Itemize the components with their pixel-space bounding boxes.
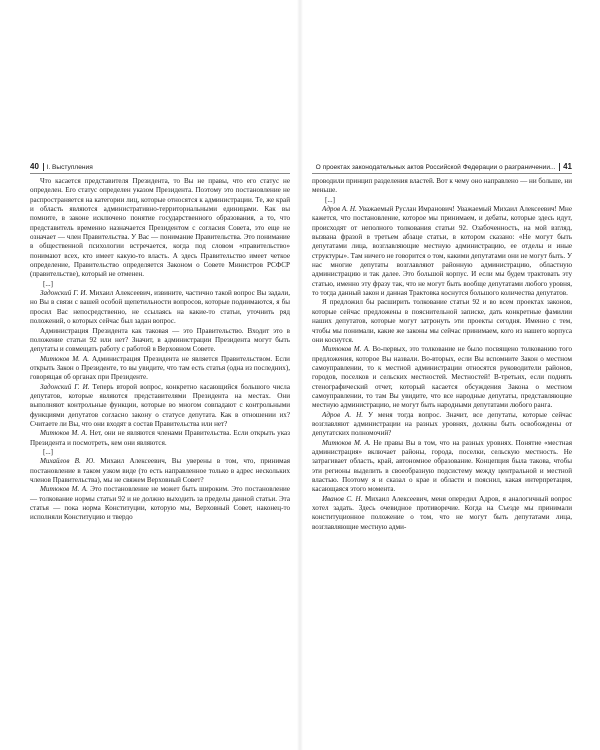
header-divider: [43, 163, 44, 171]
header-divider: [559, 163, 560, 171]
right-page: [300, 0, 600, 750]
paragraph-text: [...]: [43, 447, 54, 456]
right-running-title: О проектах законодательных актов Российской Федерации о разграничении...: [315, 164, 556, 171]
paragraph-text: Михаил Алексеевич, извините, частично такой вопрос Вы задали, но Вы в связи с вашей особой щепетильности вопросов, которые поднимаются, я бы просил Вас непосредственно, не ссылаясь на какие-то статьи, уточнить ряд положений, о которых сейчас был задан вопрос.: [30, 289, 290, 326]
paragraph-text: Я предложил бы расширить толкование статьи 92 и во всем проектах законов, которые сейчас предложены в пояснительной записке, дать конкретные фамилии наших депутатов, которые могут затронуть эти проекты сегодня. Именно с тем, чтобы мы понимали, какие же законы мы сейчас принимаем, кого из нашего корпуса они коснутся.: [312, 298, 572, 344]
paragraph-text: У меня тогда вопрос. Значит, все депутаты, которые сейчас возглавляют администрации на разных уровнях, должны быть освобождены от депутатских полномочий?: [312, 410, 572, 438]
speaker-name: Адров А. Н.: [322, 410, 363, 419]
paragraph-text: проводили принцип разделения властей. Вот к чему оно направлено — ни больше, ни меньше.: [312, 177, 572, 195]
paragraph-text: Михаил Алексеевич, меня опередил Адров, я аналогичный вопрос хотел задать. Здесь очевидное противоречие. Когда на Съезде мы принимали конституционное положение о том, что не могут быть депутатами лица, возглавляющие местную адми-: [312, 494, 572, 531]
paragraph-text: Нет, они не являются членами Правительства. Если открыть указ Президента и посмотреть, кем они являются.: [30, 429, 291, 447]
right-page-number: 41: [563, 162, 572, 171]
paragraph-text: Администрация Президента не является Правительством. Если открыть Закон о Президенте, то вы увидите, что там есть статья (одна из последних), говорящая об органах при Президенте.: [30, 354, 290, 382]
paragraph-text: Уважаемый Руслан Имранович! Уважаемый Михаил Алексеевич! Мне кажется, что постановление, которое мы принимаем, и дебаты, которые здесь идут, происходят от неполного толкования статьи 92. Озабоченность, на мой взгляд, вызвана фразой в третьем абзаце статьи, в котором сказано: «Не могут быть депутатами лица, возглавляющие местную администрацию, ее отделы и иные структуры». Там ничего не говорится о том, какими депутатами они не могут быть. У нас многие депутаты возглавляют районную администрацию, областную администрацию и так далее. Это большой корпус. И если мы будем трактовать эту статью, именно эту фразу так, что не могут быть вообще депутатами любого уровня, то тогда данный закон и данная Трактовка коснутся большого количества депутатов.: [312, 205, 572, 298]
speaker-name: Митюков М. А.: [322, 345, 370, 354]
paragraph: [30, 177, 290, 280]
right-page-body: [312, 177, 572, 532]
paragraph: [30, 289, 290, 326]
speaker-name: Задонский Г. И.: [40, 382, 90, 391]
paragraph: [312, 345, 572, 410]
speaker-name: Иванов С. Н.: [322, 494, 363, 503]
paragraph: [312, 411, 572, 439]
paragraph: [312, 177, 572, 196]
paragraph: [30, 448, 290, 457]
left-page-body: [30, 177, 290, 523]
speaker-name: Митюков М. А.: [40, 429, 88, 438]
paragraph: [30, 327, 290, 355]
paragraph-text: Что касается представителя Президента, то Вы не правы, что его статус не определен. Его статус определен указом Президента. Поэтому это постановление не распространяется на категории лиц, которые относятся к администрации. Те, же край и область являются административно-территориальными единицами. Как вы помните, в законе исключено понятие государственного образования, а то, что представитель временно назначается Президентом с согласия Совета, это еще не означает — член Правительства. У Вас — понимание Правительства. Это понимание в общественной психологии встречается, когда под словом «правительство» понимают всех, кто имеет какую-то власть. А здесь Правительство имеет четкое определение, Правительство определяется Законом о Совете Министров РСФСР (правительстве), который не отменен.: [30, 177, 290, 279]
paragraph-text: Во-первых, это толкование не было посвящено толкованию того предложения, которое Вы назвали. Во-вторых, если Вы вспомните Закон о местном самоуправлении, то к местной администрации относятся руководители районов, городов, поселков и сельских местностей. Местностей! В-третьих, если поднять стенографический отчет, который касается обсуждения Закона о местном самоуправлении, то там Вы увидите, что все народные депутаты, представляющие местную администрацию, не могут быть народными депутатами любого ранга.: [312, 345, 572, 410]
paragraph: [30, 280, 290, 289]
paragraph-text: [...]: [43, 279, 54, 288]
paragraph: [30, 485, 290, 522]
paragraph: [30, 383, 290, 430]
speaker-name: Адров А. Н.: [322, 205, 357, 214]
right-page-header: [312, 163, 572, 174]
paragraph: [312, 196, 572, 205]
paragraph: [30, 355, 290, 383]
speaker-name: Задонский Г. И.: [40, 289, 88, 298]
paragraph-text: Теперь второй вопрос, конкретно касающийся большого числа депутатов, которые являются представителями Президента на местах. Они выполняют контрольные функции, которые во многом совпадают с контрольными функциями депутатов согласно закону о статусе депутата. Как в отношении их? Считаете ли Вы, что они входят в состав Правительства или нет?: [30, 382, 290, 428]
paragraph-text: Администрация Президента как таковая — это Правительство. Входит это в положение статьи 92 или нет? Значит, в администрации Президента могут быть депутаты и совмещать работу с работой в Верховном Совете.: [30, 326, 290, 354]
speaker-name: Митюков М. А.: [322, 438, 371, 447]
speaker-name: Митюков М. А.: [40, 485, 88, 494]
paragraph-text: Михаил Алексеевич, Вы уверены в том, что, принимая постановление в таком узком виде (то есть направленное только в адрес нескольких членов Правительства), мы не свяжем Верховный Совет?: [30, 457, 290, 484]
paragraph: [312, 439, 572, 495]
paragraph: [30, 429, 290, 448]
left-section-title: I. Выступления: [46, 164, 93, 171]
paragraph: [312, 495, 572, 532]
speaker-name: Михайлов В. Ю.: [40, 457, 96, 466]
paragraph: [312, 298, 572, 345]
paragraph-text: Не правы Вы в том, что на разных уровнях. Понятие «местная администрация» включает районы, города, поселки, сельскую местность. Не затрагивает область, край, автономное образование. Концепция была такова, чтобы эти регионы выделить в своеобразную подсистему между центральной и местной властью. Поэтому я и сказал о крае и области и пояснил, какая интерпретация, касающаяся этого момента.: [312, 438, 572, 494]
paragraph: [30, 457, 290, 485]
speaker-name: Митюков М. А.: [40, 354, 90, 363]
left-page-number: 40: [30, 162, 39, 171]
paragraph-text: Это постановление не может быть широким. Это постановление — толкование нормы статьи 92 и не должно выходить за пределы данной статьи. Эта статья — пока норма Конституции, которую мы, Верховный Совет, наконец-то исполняли Конституцию и твердо: [30, 485, 290, 522]
paragraph-text: [...]: [325, 195, 336, 204]
left-page-header: [30, 163, 290, 174]
paragraph: [312, 205, 572, 298]
